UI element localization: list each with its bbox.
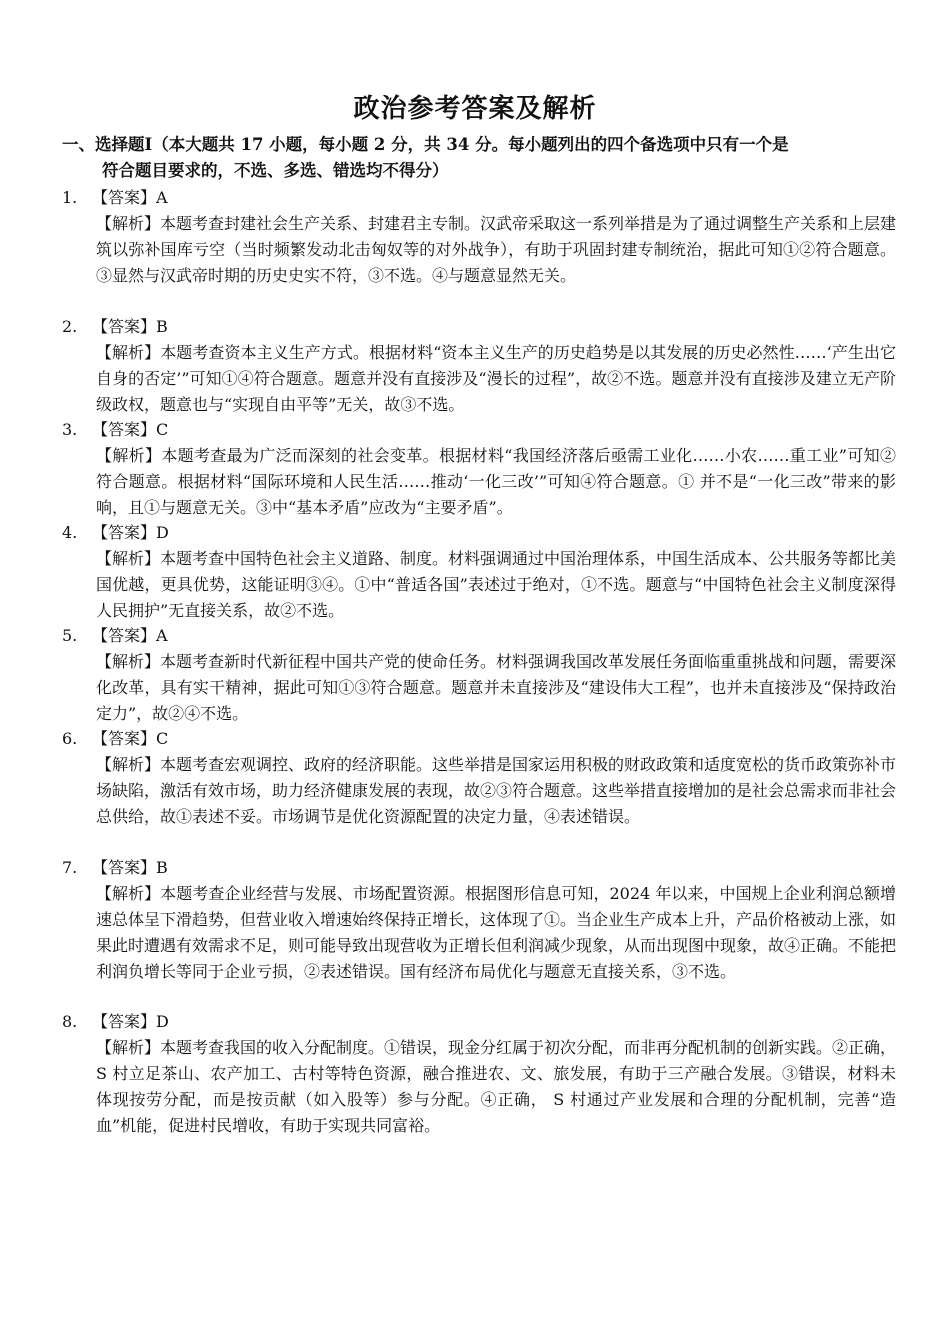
answer-label: 【答案】C — [92, 729, 169, 748]
question-item — [62, 1009, 902, 1139]
section-heading-line-2: 符合题目要求的，不选、多选、错选均不得分） — [102, 161, 449, 180]
question-number: 8. — [62, 1012, 78, 1031]
answer-label: 【答案】A — [92, 188, 168, 207]
explanation-text: 【解析】本题考查我国的收入分配制度。①错误，现金分红属于初次分配，而非再分配机制的创新实践。②正确，S 村立足茶山、农产加工、古村等特色资源，融合推进农、文、旅发展，有助于三产融合发展。③错误，材料未体现按劳分配，而是按贡献（如入股等）参与分配。④正确， S 村通过产业发展和合理的分配机制，完善“造血”机能，促进村民增收，有助于实现共同富裕。 — [96, 1038, 897, 1135]
answer-line — [62, 520, 902, 546]
answer-label: 【答案】D — [92, 523, 169, 542]
answer-label: 【答案】C — [92, 420, 169, 439]
answer-line — [62, 726, 902, 752]
answer-line — [62, 1009, 902, 1035]
answer-line — [62, 314, 902, 340]
explanation-text: 【解析】本题考查封建社会生产关系、封建君主专制。汉武帝采取这一系列举措是为了通过调整生产关系和上层建筑以弥补国库亏空（当时频繁发动北击匈奴等的对外战争），有助于巩固封建专制统治，据此可知①②符合题意。③显然与汉武帝时期的历史史实不符，③不选。④与题意显然无关。 — [96, 214, 897, 285]
question-item — [62, 623, 902, 727]
explanation-text: 【解析】本题考查新时代新征程中国共产党的使命任务。材料强调我国改革发展任务面临重重挑战和问题，需要深化改革，具有实干精神，据此可知①③符合题意。题意并未直接涉及“建设伟大工程”，也并未直接涉及“保持政治定力”，故②④不选。 — [96, 652, 897, 723]
question-item — [62, 520, 902, 624]
question-number: 5. — [62, 626, 78, 645]
question-number: 3. — [62, 420, 78, 439]
explanation-text: 【解析】本题考查中国特色社会主义道路、制度。材料强调通过中国治理体系，中国生活成本、公共服务等都比美国优越，更具优势，这能证明③④。①中“普适各国”表述过于绝对，①不选。题意与“中国特色社会主义制度深得人民拥护”无直接关系，故②不选。 — [96, 549, 897, 620]
question-item — [62, 417, 902, 521]
section-heading-line-1: 一、选择题Ⅰ（本大题共 17 小题，每小题 2 分，共 34 分。每小题列出的四个备选项中只有一个是 — [62, 135, 789, 154]
answer-line — [62, 855, 902, 881]
question-item — [62, 314, 902, 418]
answer-label: 【答案】B — [92, 317, 168, 336]
question-number: 4. — [62, 523, 78, 542]
question-number: 7. — [62, 858, 78, 877]
section-heading — [62, 132, 892, 184]
explanation-text: 【解析】本题考查宏观调控、政府的经济职能。这些举措是国家运用积极的财政政策和适度宽松的货币政策弥补市场缺陷，激活有效市场，助力经济健康发展的表现，故②③符合题意。这些举措直接增加的是社会总需求而非社会总供给，故①表述不妥。市场调节是优化资源配置的决定力量，④表述错误。 — [96, 755, 897, 826]
answer-line — [62, 185, 902, 211]
answer-label: 【答案】D — [92, 1012, 169, 1031]
question-item — [62, 855, 902, 985]
question-item — [62, 185, 902, 289]
page-title: 政治参考答案及解析 — [353, 94, 597, 124]
explanation-text: 【解析】本题考查最为广泛而深刻的社会变革。根据材料“我国经济落后亟需工业化……小农……重工业”可知②符合题意。根据材料“国际环境和人民生活……推动‘一化三改’”可知④符合题意。① 并不是“一化三改”带来的影响，且①与题意无关。③中“基本矛盾”应改为“主要矛盾”。 — [96, 446, 896, 517]
question-number: 2. — [62, 317, 78, 336]
explanation-text: 【解析】本题考查企业经营与发展、市场配置资源。根据图形信息可知，2024 年以来，中国规上企业利润总额增速总体呈下滑趋势，但营业收入增速始终保持正增长，这体现了①。当企业生产成本上升，产品价格被动上涨，如果此时遭遇有效需求不足，则可能导致出现营收为正增长但利润减少现象，从而出现图中现象，故④正确。不能把利润负增长等同于企业亏损，②表述错误。国有经济布局优化与题意无直接关系，③不选。 — [96, 884, 897, 981]
answer-label: 【答案】B — [92, 858, 168, 877]
question-number: 1. — [62, 188, 78, 207]
answer-line — [62, 623, 902, 649]
question-item — [62, 726, 902, 830]
answer-line — [62, 417, 902, 443]
answer-label: 【答案】A — [92, 626, 168, 645]
explanation-text: 【解析】本题考查资本主义生产方式。根据材料“资本主义生产的历史趋势是以其发展的历史必然性……‘产生出它自身的否定’”可知①④符合题意。题意并没有直接涉及“漫长的过程”，故②不选。题意并没有直接涉及建立无产阶级政权，题意也与“实现自由平等”无关，故③不选。 — [96, 343, 896, 414]
question-number: 6. — [62, 729, 78, 748]
